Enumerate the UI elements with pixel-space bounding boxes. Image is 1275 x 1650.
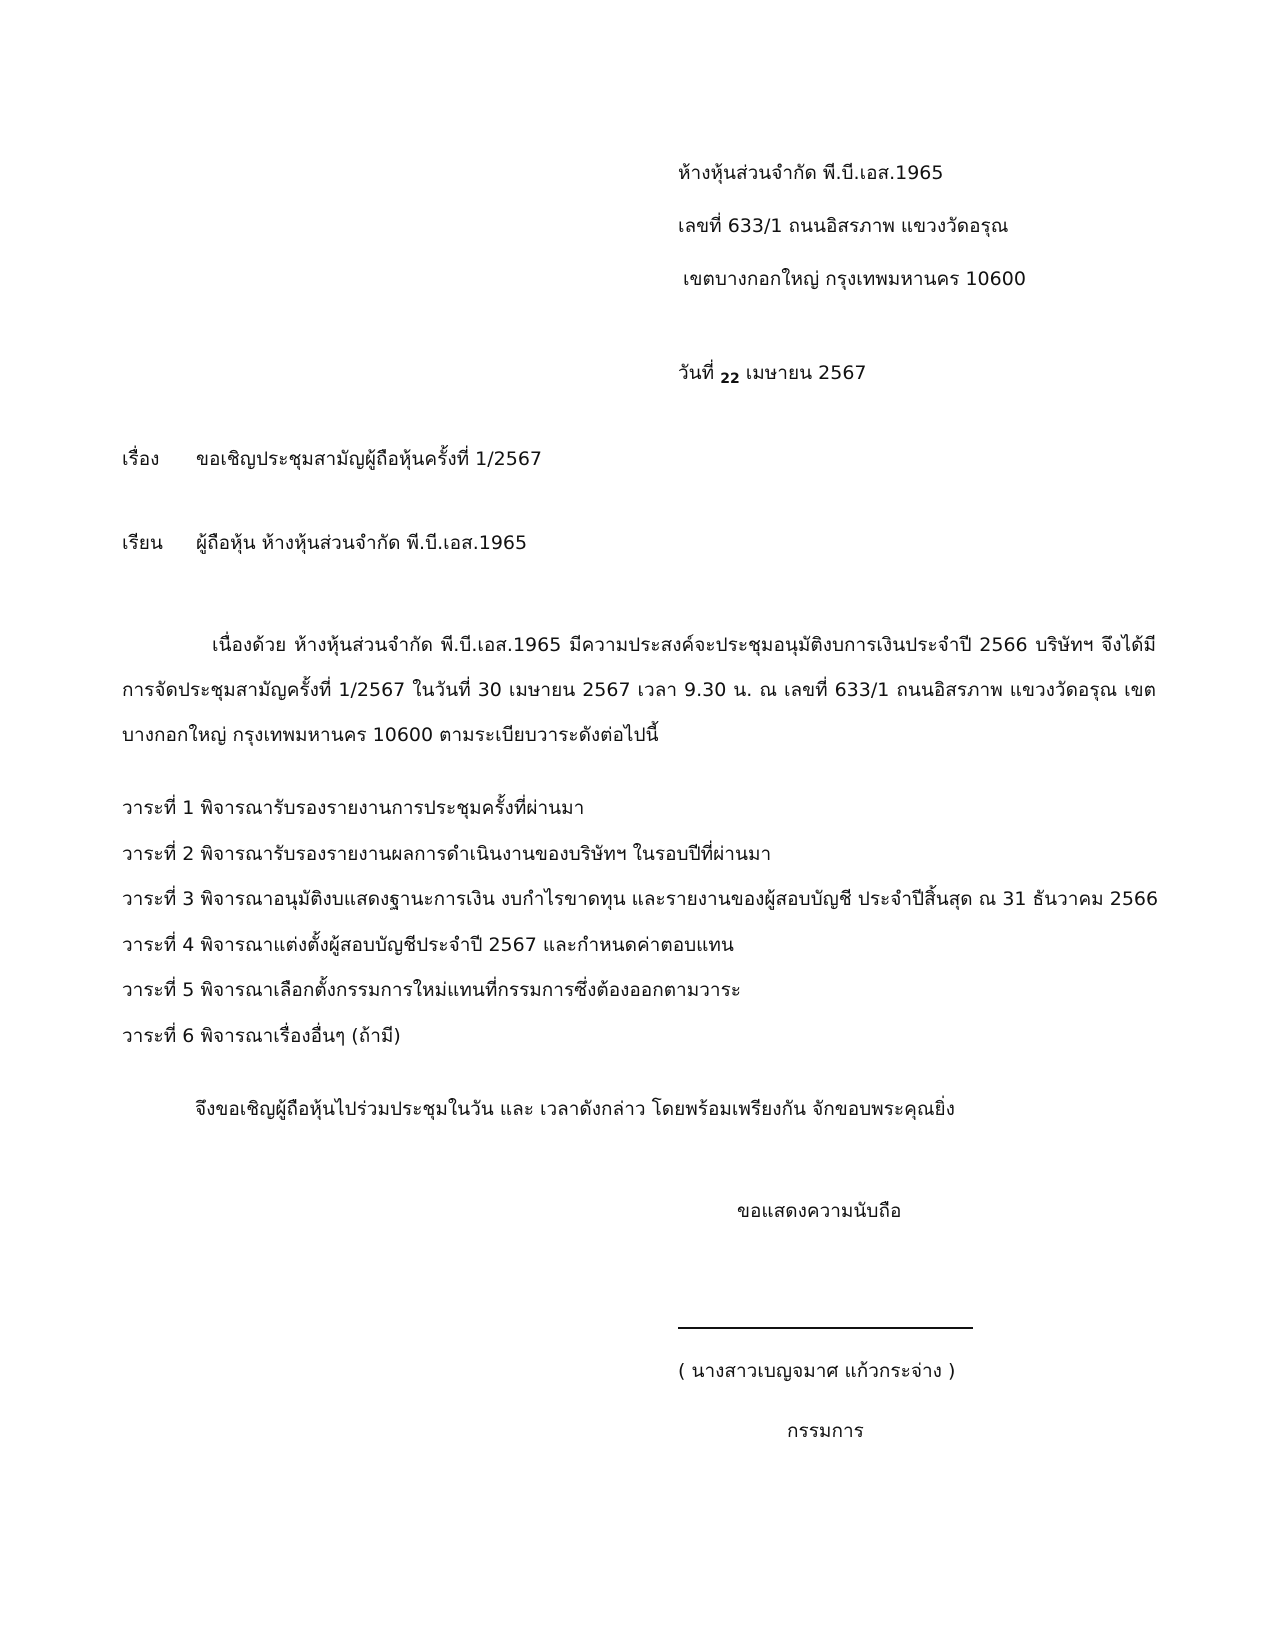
body-text: เนื่องด้วย ห้างหุ้นส่วนจำกัด พี.บี.เอส.1965 มีความประสงค์จะประชุมอนุมัติงบการเงินประจำปี 2566 บริษัทฯ จึงได้มีการจัดประชุมสามัญครั้งที่ 1/2567 ในวันที่ 30 เมษายน 2567 เวลา 9.30 น. ณ เลขที่ 633/1 ถนนอิสรภาพ แขวงวัดอรุณ เขตบางกอกใหญ่ กรุงเทพมหานคร 10600 ตามระเบียบวาระดังต่อไปนี้ <box>122 634 1156 746</box>
date-prefix: วันที่ <box>678 362 715 384</box>
closing-invitation: จึงขอเชิญผู้ถือหุ้นไปร่วมประชุมในวัน และ เวลาดังกล่าว โดยพร้อมเพรียงกัน จักขอบพระคุณยิ่ง <box>195 1098 955 1120</box>
agenda-item: วาระที่ 5 พิจารณาเลือกตั้งกรรมการใหม่แทนที่กรรมการซึ่งต้องออกตามวาระ <box>122 979 741 1001</box>
recipient-text: ผู้ถือหุ้น ห้างหุ้นส่วนจำกัด พี.บี.เอส.1965 <box>196 532 528 554</box>
letter-date <box>678 360 867 388</box>
subject-text: ขอเชิญประชุมสามัญผู้ถือหุ้นครั้งที่ 1/2567 <box>196 448 543 470</box>
date-day: 22 <box>720 371 740 387</box>
subject-label: เรื่อง <box>122 448 160 470</box>
sender-address-line2: เขตบางกอกใหญ่ กรุงเทพมหานคร 10600 <box>683 268 1026 290</box>
agenda-item: วาระที่ 6 พิจารณาเรื่องอื่นๆ (ถ้ามี) <box>122 1024 401 1047</box>
body-paragraph <box>122 623 1156 758</box>
agenda-list <box>122 786 1222 1059</box>
agenda-item: วาระที่ 3 พิจารณาอนุมัติงบแสดงฐานะการเงิน งบกำไรขาดทุน และรายงานของผู้สอบบัญชี ประจำปีสิ้นสุด ณ 31 ธันวาคม 2566 <box>122 888 1159 910</box>
agenda-item: วาระที่ 4 พิจารณาแต่งตั้งผู้สอบบัญชีประจำปี 2567 และกำหนดค่าตอบแทน <box>122 933 734 956</box>
signature-line <box>678 1327 973 1329</box>
sender-address-line1: เลขที่ 633/1 ถนนอิสรภาพ แขวงวัดอรุณ <box>678 215 1009 237</box>
closing-regards: ขอแสดงความนับถือ <box>737 1200 902 1222</box>
agenda-item: วาระที่ 2 พิจารณารับรองรายงานผลการดำเนินงานของบริษัทฯ ในรอบปีที่ผ่านมา <box>122 842 772 865</box>
signatory-title: กรรมการ <box>787 1420 864 1442</box>
signatory-name: ( นางสาวเบญจมาศ แก้วกระจ่าง ) <box>678 1360 956 1382</box>
subject-line <box>122 446 1162 472</box>
sender-company: ห้างหุ้นส่วนจำกัด พี.บี.เอส.1965 <box>678 162 944 184</box>
agenda-item: วาระที่ 1 พิจารณารับรองรายงานการประชุมครั้งที่ผ่านมา <box>122 797 585 819</box>
recipient-line <box>122 530 1162 556</box>
date-month-year: เมษายน 2567 <box>745 362 867 384</box>
recipient-label: เรียน <box>122 532 163 554</box>
